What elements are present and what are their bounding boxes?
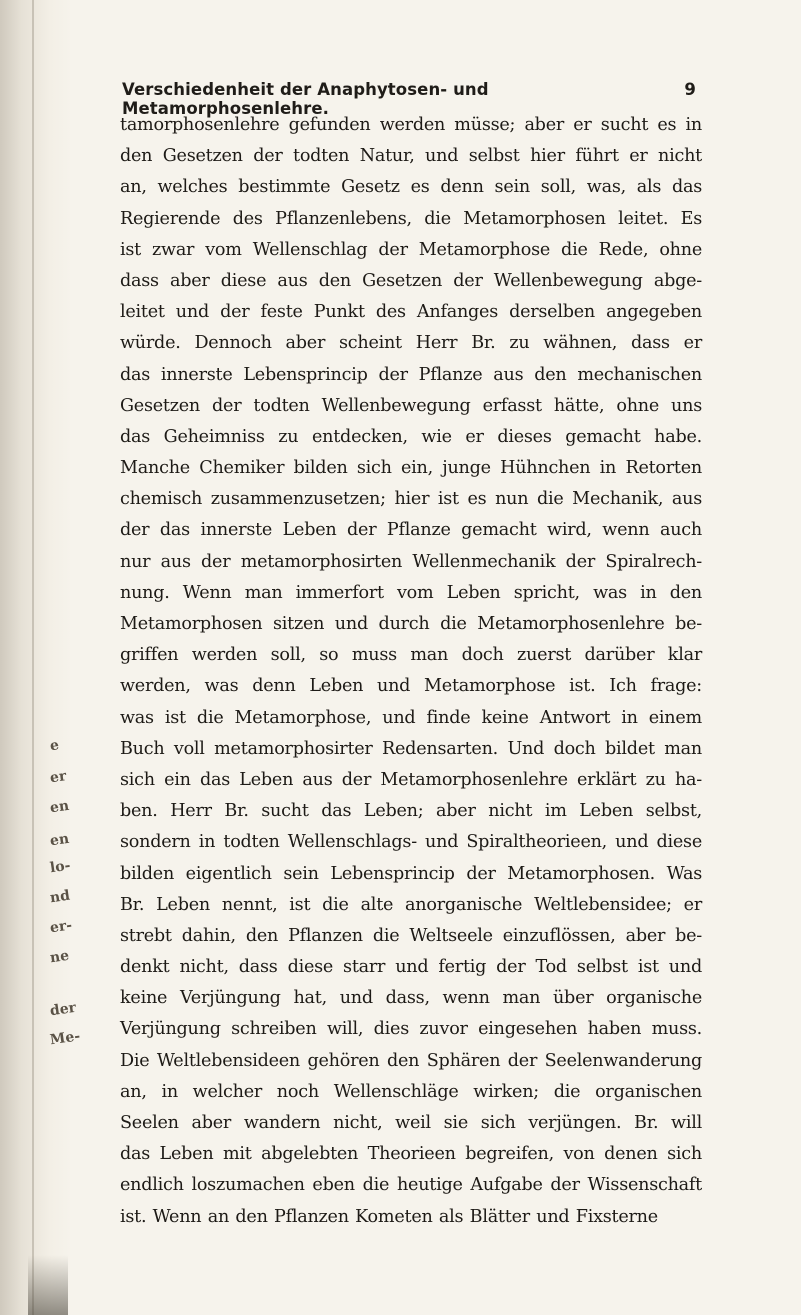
text-line: an, in welcher noch Wellenschläge wirken; die organischen — [120, 1081, 702, 1102]
text-line: Verjüngung schreiben will, dies zuvor eingesehen haben muss. — [120, 1019, 702, 1040]
text-line: tamorphosenlehre gefunden werden müsse; aber er sucht es in — [120, 115, 702, 135]
bleed-fragment: er- — [48, 917, 74, 937]
text-line: sondern in todten Wellenschlags- und Spiraltheorieen, und diese — [120, 832, 702, 853]
body-text — [120, 110, 702, 1233]
binding-edge-line — [32, 0, 34, 1315]
binding-gutter — [0, 0, 82, 1315]
running-head-title: Verschiedenheit der Anaphytosen- und Metamorphosenlehre. — [122, 80, 489, 118]
text-line: griffen werden soll, so muss man doch zuerst darüber klar — [120, 645, 702, 666]
text-line: leitet und der feste Punkt des Anfanges derselben angegeben — [120, 302, 702, 323]
text-line: werden, was denn Leben und Metamorphose ist. Ich frage: — [120, 676, 702, 697]
text-line: den Gesetzen der todten Natur, und selbst hier führt er nicht — [120, 146, 702, 167]
text-line: was ist die Metamorphose, und finde keine Antwort in einem — [120, 707, 702, 728]
text-line: Manche Chemiker bilden sich ein, junge Hühnchen in Retorten — [120, 458, 702, 479]
text-line: sich ein das Leben aus der Metamorphosenlehre erklärt zu ha- — [120, 769, 702, 790]
page-number: 9 — [684, 80, 696, 99]
text-line: Die Weltlebensideen gehören den Sphären der Seelenwanderung — [120, 1050, 702, 1071]
bleed-fragment: Me- — [48, 1028, 82, 1049]
text-line: keine Verjüngung hat, und dass, wenn man über organische — [120, 988, 702, 1009]
text-line: das Leben mit abgelebten Theorieen begreifen, von denen sich — [120, 1144, 702, 1165]
bleed-fragment: der — [48, 999, 78, 1020]
text-line: chemisch zusammenzusetzen; hier ist es nun die Mechanik, aus — [120, 489, 702, 510]
text-line: dass aber diese aus den Gesetzen der Wellenbewegung abge- — [120, 270, 702, 291]
bleed-fragment: lo- — [48, 857, 72, 877]
text-line: an, welches bestimmte Gesetz es denn sein soll, was, als das — [120, 177, 702, 198]
binding-shadow — [28, 1255, 68, 1315]
text-line: Br. Leben nennt, ist die alte anorganische Weltlebensidee; er — [120, 894, 702, 915]
text-line: das innerste Lebensprincip der Pflanze aus den mechanischen — [120, 364, 702, 385]
bleed-fragment: e — [48, 737, 61, 755]
text-line: strebt dahin, den Pflanzen die Weltseele einzuflössen, aber be- — [120, 925, 702, 946]
text-line: nung. Wenn man immerfort vom Leben spricht, was in den — [120, 582, 702, 603]
text-line: bilden eigentlich sein Lebensprincip der Metamorphosen. Was — [120, 863, 702, 884]
text-line: würde. Dennoch aber scheint Herr Br. zu wähnen, dass er — [120, 333, 702, 354]
text-line: Regierende des Pflanzenlebens, die Metamorphosen leitet. Es — [120, 208, 702, 229]
text-line: Gesetzen der todten Wellenbewegung erfasst hätte, ohne uns — [120, 395, 702, 416]
text-line: Metamorphosen sitzen und durch die Metamorphosenlehre be- — [120, 614, 702, 634]
text-line: das Geheimniss zu entdecken, wie er dieses gemacht habe. — [120, 426, 702, 447]
text-line: nur aus der metamorphosirten Wellenmechanik der Spiralrech- — [120, 551, 702, 572]
text-line: ist zwar vom Wellenschlag der Metamorphose die Rede, ohne — [120, 239, 702, 260]
text-line: Buch voll metamorphosirter Redensarten. Und doch bildet man — [120, 738, 702, 759]
text-line: ben. Herr Br. sucht das Leben; aber nicht im Leben selbst, — [120, 801, 702, 822]
bleed-fragment: er — [48, 768, 68, 787]
text-line: Seelen aber wandern nicht, weil sie sich verjüngen. Br. will — [120, 1113, 702, 1133]
text-line: ist. Wenn an den Pflanzen Kometen als Blätter und Fixsterne — [120, 1206, 658, 1227]
bleed-fragment: nd — [48, 887, 71, 907]
bleed-fragment: en — [48, 797, 71, 817]
text-line: endlich loszumachen eben die heutige Aufgabe der Wissenschaft — [120, 1175, 702, 1196]
text-line: der das innerste Leben der Pflanze gemacht wird, wenn auch — [120, 520, 702, 541]
text-line: denkt nicht, dass diese starr und fertig der Tod selbst ist und — [120, 957, 702, 978]
bleed-fragment: ne — [48, 947, 71, 967]
bleed-fragment: en — [48, 830, 71, 850]
